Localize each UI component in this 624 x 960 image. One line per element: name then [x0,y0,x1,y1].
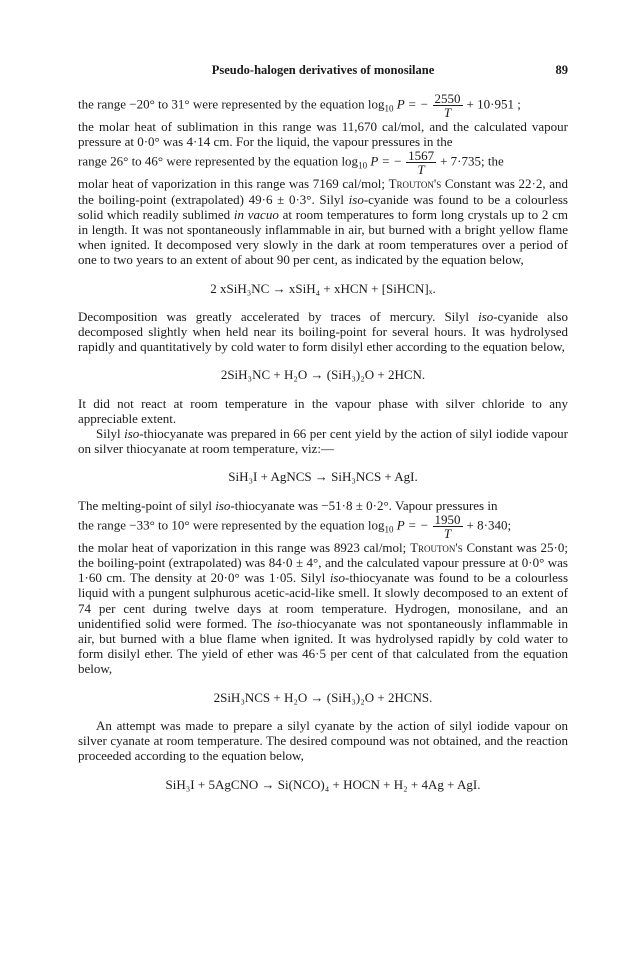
text-run: P = − [367,153,403,169]
text-run: + 10·951 ; [466,96,521,112]
text-run: The melting-point of silyl [78,497,216,513]
text-run: molar heat of vaporization in this range was 7169 cal/mol; [78,176,389,192]
paragraph [78,498,568,513]
denominator: T [443,105,452,120]
text-run: Constant was 25·0; the boiling-point (extrapolated) was 84·0 ± 4°, and the calculated vapour pressure at 0·0° was 1·60 cm. The density at 20·0° was 1·05. Silyl [78,539,568,586]
article-body [78,92,568,805]
running-title: Pseudo-halogen derivatives of monosilane [211,63,435,77]
numerator: 1950 [434,511,461,527]
text-run: -thiocyanate was found to be a colourless liquid with a pungent sulphurous acetic-acid-like smell. It slowly decomposed to an extent of 74 per cent during twelve days at room temperature. Hydrogen, monosilane, and an unidentified solid were formed. The [78,570,569,631]
text-run: Decomposition was greatly accelerated by traces of mercury. Silyl [78,308,479,324]
text-run: P = − [393,96,429,112]
paragraph [78,540,568,677]
italic-prefix: iso [329,570,345,586]
denominator: T [443,525,452,541]
italic-prefix: iso [124,426,140,442]
equation: 2SiH₃NC + H₂O → (SiH₃)₂O + 2HCN. [220,367,426,383]
subscript: 10 [358,160,368,171]
italic-prefix: iso [478,308,494,324]
denominator: T [417,162,425,178]
page-number: 89 [555,63,568,77]
text-run: -thiocyanate was prepared in 66 per cent yield by the action of silyl iodide vapour on silver thiocyanate at room temperature, viz:— [78,426,568,457]
italic-prefix: iso [348,191,364,207]
inline-equation-line-2 [78,149,568,176]
text-run: the range −20° to 31° were represented by the equation log [78,96,385,112]
equation: SiH₃I + AgNCS → SiH₃NCS + AgI. [228,469,418,485]
italic-prefix: iso [215,497,231,513]
paragraph: It did not react at room temperature in the vapour phase with silver chloride to any appreciable extent. [78,395,568,426]
text-run: the range −33° to 10° were represented by the equation log [78,517,385,533]
paragraph: An attempt was made to prepare a silyl cyanate by the action of silyl iodide vapour on silver cyanate at room temperature. The desired compound was not obtained, and the reaction proceeded according to the equation below, [78,717,568,764]
numerator: 2550 [434,91,461,106]
fraction [406,149,436,176]
text-run: -thiocyanate was −51·8 ± 0·2°. Vapour pressures in [230,497,498,513]
small-caps-name: Trouton's [388,176,442,192]
text-run: the molar heat of vaporization in this range was 8923 cal/mol; [78,539,411,555]
inline-equation-line-1 [78,92,568,119]
text-run: -cyanide was found to be a colourless solid which readily sublimed [78,191,568,222]
small-caps-name: Trouton's [410,539,463,555]
text-run: -thiocyanate was not spontaneously inflammable in air, but burned with a blue flame when ignited. It was hydrolysed rapidly by cold water to form disilyl ether. The yield of ether was 46·5 per cent of that calculated from the equation below, [78,615,569,677]
text-run: Silyl [96,426,125,442]
fraction [433,92,463,119]
page-header [78,63,568,83]
text-run: range 26° to 46° were represented by the equation log [78,153,359,169]
text-run: at room temperatures to form long crystals up to 2 cm in length. It was not spontaneously inflammable in air, but burned with a bright yellow flame when ignited. It decomposed very slowly in the dark at room temperatures over a period of one to two years to an extent of about 90 per cent, as indicated by the equation below, [78,206,569,268]
text-run: P = − [393,517,429,533]
text-run: Constant was 22·2, and the boiling-point (extrapolated) 49·6 ± 0·3°. Silyl [78,176,568,207]
subscript: 10 [384,524,394,535]
paragraph: the molar heat of sublimation in this range was 11,670 cal/mol, and the calculated vapour pressure at 0·0° was 4·14 cm. For the liquid, the vapour pressures in the [78,119,568,150]
paragraph [78,309,568,355]
inline-equation-line-3 [78,513,568,540]
fraction [433,513,463,540]
equation: SiH₃I + 5AgCNO → Si(NCO)₄ + HOCN + H₂ + 4Ag + AgI. [165,776,481,792]
subscript: 10 [384,103,394,114]
paragraph [78,426,568,456]
text-run: + 7·735; the [440,153,504,169]
equation: 2SiH₃NCS + H₂O → (SiH₃)₂O + 2HCNS. [213,689,433,705]
numerator: 1567 [408,148,435,164]
text-run: + 8·340; [466,517,512,533]
italic-prefix: iso [276,615,293,631]
italic-phrase: in vacuo [233,206,279,222]
paragraph [78,176,568,267]
equation: 2 xSiH₃NC → xSiH₄ + xHCN + [SiHCN]ₓ. [210,280,436,296]
text-run: -cyanide also decomposed slightly when held near its boiling-point for several hours. It was hydrolysed rapidly and quantitatively by cold water to form disilyl ether according to the equation below, [78,308,568,355]
